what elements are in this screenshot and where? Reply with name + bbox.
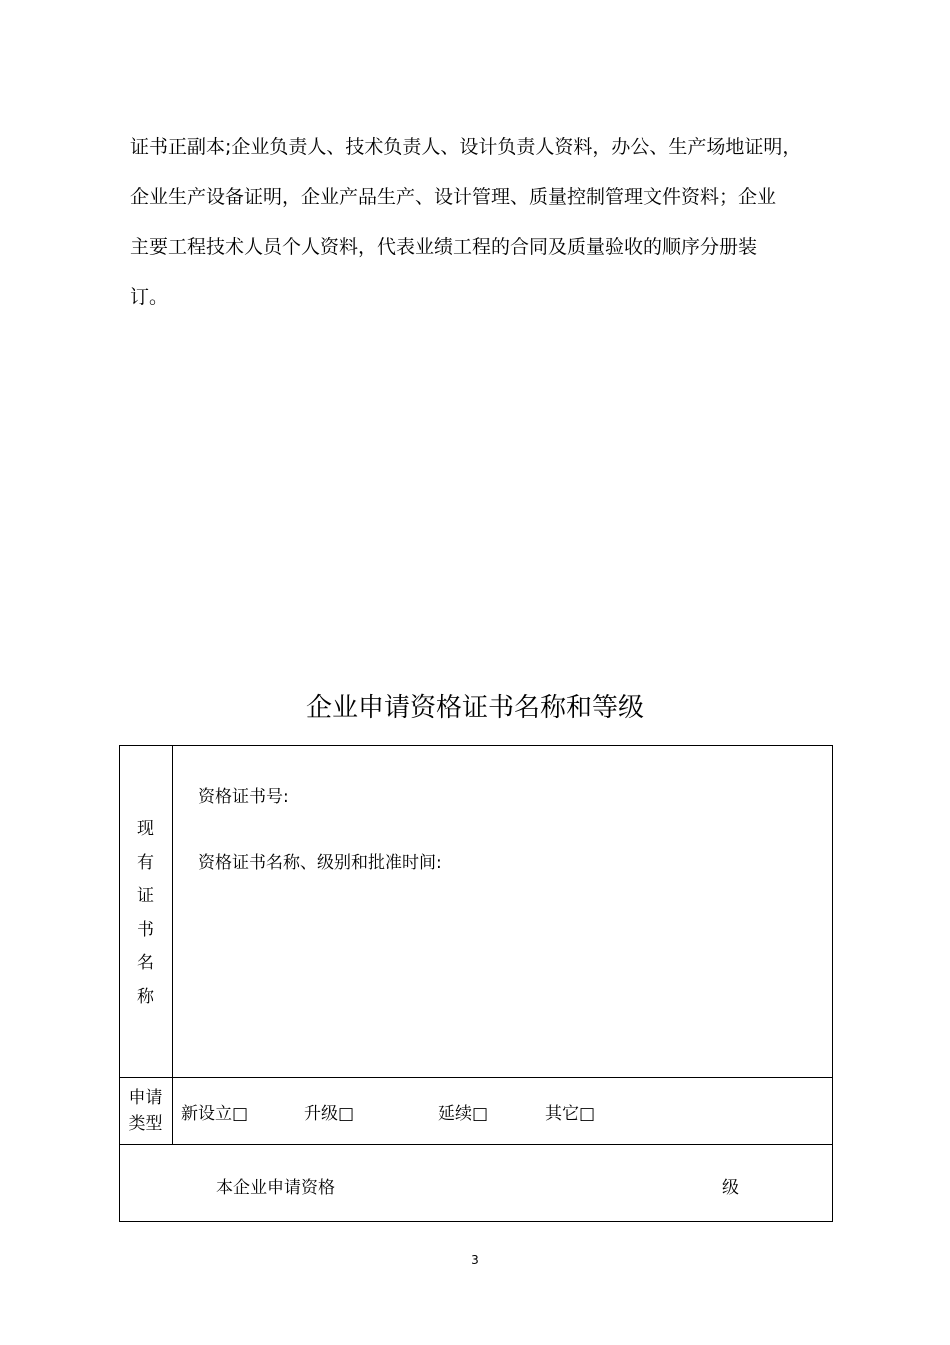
paragraph-line-4: 订。 [130,286,169,308]
option-upgrade-checkbox[interactable]: □ [338,1104,355,1124]
option-upgrade-label: 升级 [304,1104,338,1124]
paragraph-line-1: 证书正副本;企业负责人、技术负责人、设计负责人资料，办公、生产场地证明， [130,136,802,158]
row-divider-2 [119,1144,833,1145]
application-type-label [119,1085,172,1137]
cert-name-label: 资格证书名称、级别和批准时间: [198,853,442,873]
current-cert-label-char: 称 [137,986,154,1007]
label-column-divider [172,745,173,1144]
option-new-label: 新设立 [181,1104,232,1124]
option-other-checkbox[interactable]: □ [579,1104,596,1124]
option-new[interactable] [181,1103,248,1125]
current-cert-label [119,813,172,1015]
paragraph-line-3: 主要工程技术人员个人资料，代表业绩工程的合同及质量验收的顺序分册装 [130,236,758,258]
application-type-label-line: 类型 [128,1114,163,1134]
current-cert-label-char: 名 [137,953,154,974]
row-divider-1 [119,1077,833,1078]
cert-number-label: 资格证书号: [198,787,289,807]
option-renew-checkbox[interactable]: □ [472,1104,489,1124]
cert-form-table [119,745,833,1222]
option-other-label: 其它 [545,1104,579,1124]
table-title: 企业申请资格证书名称和等级 [305,693,644,723]
current-cert-label-char: 现 [137,819,154,839]
option-renew-label: 延续 [438,1104,472,1124]
apply-level-suffix: 级 [722,1178,739,1198]
current-cert-label-char: 有 [137,852,154,873]
option-renew[interactable] [438,1103,488,1125]
apply-qualification-label: 本企业申请资格 [216,1178,335,1198]
current-cert-label-char: 证 [137,886,154,907]
option-new-checkbox[interactable]: □ [232,1104,249,1124]
paragraph-line-2: 企业生产设备证明，企业产品生产、设计管理、质量控制管理文件资料；企业 [130,186,777,208]
page-number: 3 [471,1253,479,1267]
option-other[interactable] [545,1103,595,1125]
current-cert-label-char: 书 [137,919,154,940]
option-upgrade[interactable] [304,1103,354,1125]
application-type-label-line: 申请 [128,1088,163,1108]
